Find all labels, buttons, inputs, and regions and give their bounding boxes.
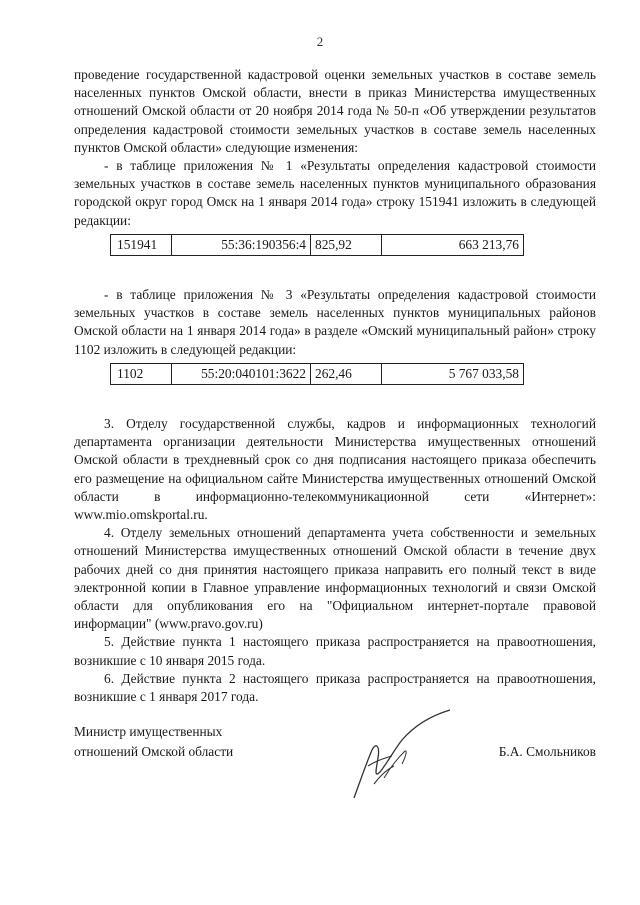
document-body [74, 66, 596, 706]
replacement-row-table-2 [110, 363, 524, 385]
paragraph-3: 3. Отделу государственной службы, кадров и информационных технологий департамента организации деятельности Министерства имущественных отношений Омской области в трехдневный срок со дня подписания настоящего приказа обеспечить его размещение на официальном сайте Министерства имущественных отношений Омской области в информационно-телекоммуникационной сети «Интернет»: www.mio.omskportal.ru. [74, 416, 596, 523]
cadastral-number-cell: 55:36:190356:4 [172, 234, 311, 255]
amendment-item-1: - в таблице приложения № 1 «Результаты определения кадастровой стоимости земельных участков в составе земель населенных пунктов муниципального образования городской округ город Омск на 1 января 2014 года» строку 151941 изложить в следующей редакции: [74, 158, 596, 228]
table-row [111, 363, 524, 384]
paragraph-4: 4. Отделу земельных отношений департамента учета собственности и земельных отношений Министерства имущественных отношений Омской области в течение двух рабочих дней со дня принятия настоящего приказа направить его полный текст в виде электронной копии в Главное управление информационных технологий и связи Омской области для опубликования его на "Официальном интернет-портале правовой информации" (www.pravo.gov.ru) [74, 525, 596, 632]
signer-title-line-2: отношений Омской области [74, 744, 234, 759]
signer-title [74, 722, 233, 762]
cadastral-number-cell: 55:20:040101:3622 [172, 363, 311, 384]
page-number: 2 [316, 34, 324, 49]
replacement-row-table-1 [110, 234, 524, 256]
cadastral-value-cell: 663 213,76 [382, 234, 524, 255]
handwritten-signature-icon [344, 706, 464, 806]
table-row [111, 234, 524, 255]
signer-title-line-1: Министр имущественных [74, 724, 223, 739]
paragraph-6: 6. Действие пункта 2 настоящего приказа распространяется на правоотношения, возникшие с 1 января 2017 года. [74, 670, 596, 705]
cadastral-value-cell: 5 767 033,58 [382, 363, 524, 384]
specific-value-cell: 825,92 [311, 234, 382, 255]
amendment-item-3: - в таблице приложения № 3 «Результаты определения кадастровой стоимости земельных участков в составе земель населенных пунктов муниципальных районов Омской области на 1 января 2014 года» в разделе «Омский муниципальный район» строку 1102 изложить в следующей редакции: [74, 287, 596, 357]
paragraph-5: 5. Действие пункта 1 настоящего приказа распространяется на правоотношения, возникшие с 10 января 2015 года. [74, 634, 596, 668]
row-number-cell: 151941 [111, 234, 172, 255]
intro-paragraph: проведение государственной кадастровой оценки земельных участков в составе земель населенных пунктов Омской области, внести в приказ Министерства имущественных отношений Омской области от 20 ноября 2014 года № 50-п «Об утверждении результатов определения кадастровой стоимости земельных участков в составе земель населенных пунктов Омской области» следующие изменения: [74, 67, 596, 155]
signature-block [74, 722, 596, 812]
row-number-cell: 1102 [111, 363, 172, 384]
signer-name: Б.А. Смольников [498, 744, 596, 759]
specific-value-cell: 262,46 [311, 363, 382, 384]
